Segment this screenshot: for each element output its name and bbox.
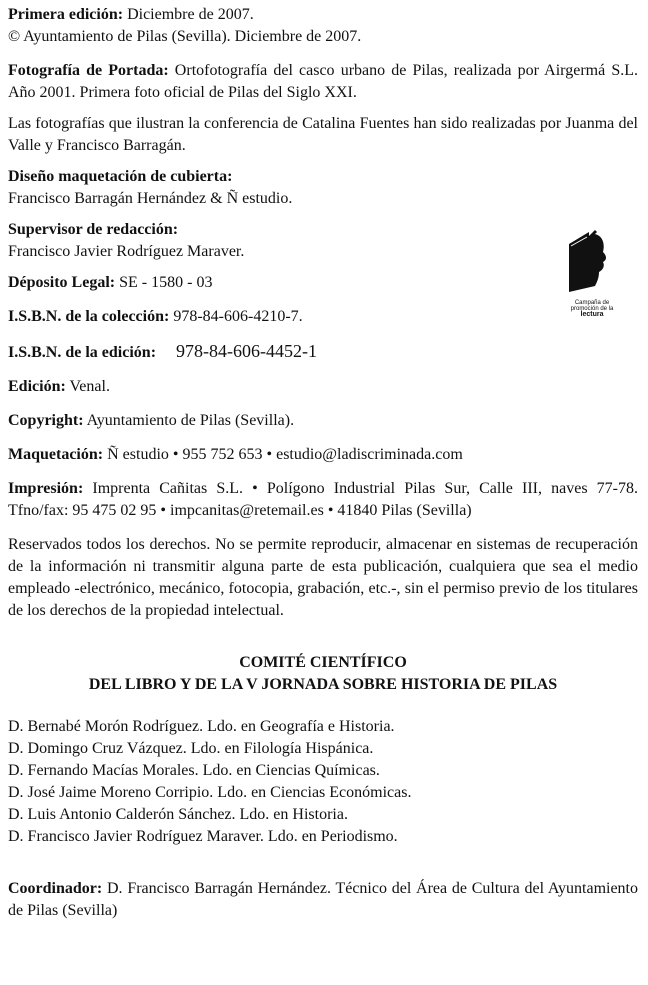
isbn-edition-value: 978-84-606-4452-1 [176,341,317,361]
isbn-edition-label: I.S.B.N. de la edición: [8,344,157,361]
edicion-block [8,376,638,398]
layout-value: Ñ estudio • 955 752 653 • estudio@ladiscriminada.com [103,446,463,463]
copyright-line: © Ayuntamiento de Pilas (Sevilla). Diciembre de 2007. [8,28,362,45]
committee-members [8,716,638,848]
cover-photo-line [8,60,638,104]
book-head-icon [563,226,621,298]
cover-design-label: Diseño maquetación de cubierta: [8,168,233,185]
cover-design-block [8,166,638,210]
supervisor-block [8,219,638,263]
logo-caption-line1: Campaña de [574,300,610,306]
rights-text: Reservados todos los derechos. No se permite reproducir, almacenar en sistemas de recuperación de la información ni transmitir alguna parte de esta publicación, cualquiera que sea el medio empleado -electrónico, mecánico, fotocopia, grabación, etc.-, sin el permiso previo de los titulares de los derechos de la propiedad intelectual. [8,536,638,619]
photos-credit: Las fotografías que ilustran la conferencia de Catalina Fuentes han sido realizadas por Juanma del Valle y Francisco Barragán. [8,115,638,154]
legal-deposit-label: Déposito Legal: [8,274,116,291]
committee-title-line2: DEL LIBRO Y DE LA V JORNADA SOBRE HISTORIA DE PILAS [88,676,558,693]
layout-label: Maquetación: [8,446,104,463]
committee-member: D. Fernando Macías Morales. Ldo. en Ciencias Químicas. [8,762,380,779]
coordinator-label: Coordinador: [8,880,103,897]
committee-member: D. Bernabé Morón Rodríguez. Ldo. en Geografía e Historia. [8,718,395,735]
copyright-block [8,410,638,432]
legal-deposit-value: SE - 1580 - 03 [115,274,213,291]
isbn-edition-block [8,340,638,364]
isbn-collection-label: I.S.B.N. de la colección: [8,308,170,325]
legal-deposit-block [8,272,638,294]
committee-member: D. Francisco Javier Rodríguez Maraver. Ldo. en Periodismo. [8,828,398,845]
isbn-collection-value: 978-84-606-4210-7. [169,308,303,325]
logo-caption-line3: lectura [580,311,604,318]
committee-member: D. José Jaime Moreno Corripio. Ldo. en Ciencias Económicas. [8,784,412,801]
cover-photo-value: Ortofotografía del casco urbano de Pilas, realizada por Airgermá S.L. Año 2001. Primera foto oficial de Pilas del Siglo XXI. [8,62,638,101]
supervisor-label: Supervisor de redacción: [8,221,179,238]
cover-photo-label: Fotografía de Portada: [8,62,169,79]
coordinator-block [8,878,638,922]
layout-block [8,444,638,466]
reading-campaign-logo [563,226,621,320]
edicion-value: Venal. [65,378,110,395]
edition-block [8,4,638,48]
photos-credit-block [8,113,638,157]
cover-design-value: Francisco Barragán Hernández & Ñ estudio. [8,190,293,207]
edition-line [8,4,638,26]
logo-caption-line2: promoción de la [570,306,614,312]
printing-label: Impresión: [8,480,84,497]
printing-block [8,478,638,522]
colophon-page [8,0,638,931]
coordinator-value: D. Francisco Barragán Hernández. Técnico del Área de Cultura del Ayuntamiento de Pilas (Sevilla) [8,880,638,919]
edition-value: Diciembre de 2007. [123,6,254,23]
committee-member: D. Luis Antonio Calderón Sánchez. Ldo. en Historia. [8,806,348,823]
committee-title-line1: COMITÉ CIENTÍFICO [239,654,407,671]
committee-heading [8,652,638,696]
copyright-value: Ayuntamiento de Pilas (Sevilla). [83,412,295,429]
isbn-collection-block [8,306,638,328]
supervisor-value: Francisco Javier Rodríguez Maraver. [8,243,245,260]
printing-value: Imprenta Cañitas S.L. • Polígono Industrial Pilas Sur, Calle III, naves 77-78. Tfno/fax: 95 475 02 95 • impcanitas@retemail.es • 41840 Pilas (Sevilla) [8,480,638,519]
committee-member: D. Domingo Cruz Vázquez. Ldo. en Filología Hispánica. [8,740,374,757]
edition-label: Primera edición: [8,6,124,23]
cover-photo-block [8,60,638,104]
edicion-label: Edición: [8,378,66,395]
logo-caption [563,300,621,318]
rights-block [8,534,638,622]
copyright-label: Copyright: [8,412,84,429]
